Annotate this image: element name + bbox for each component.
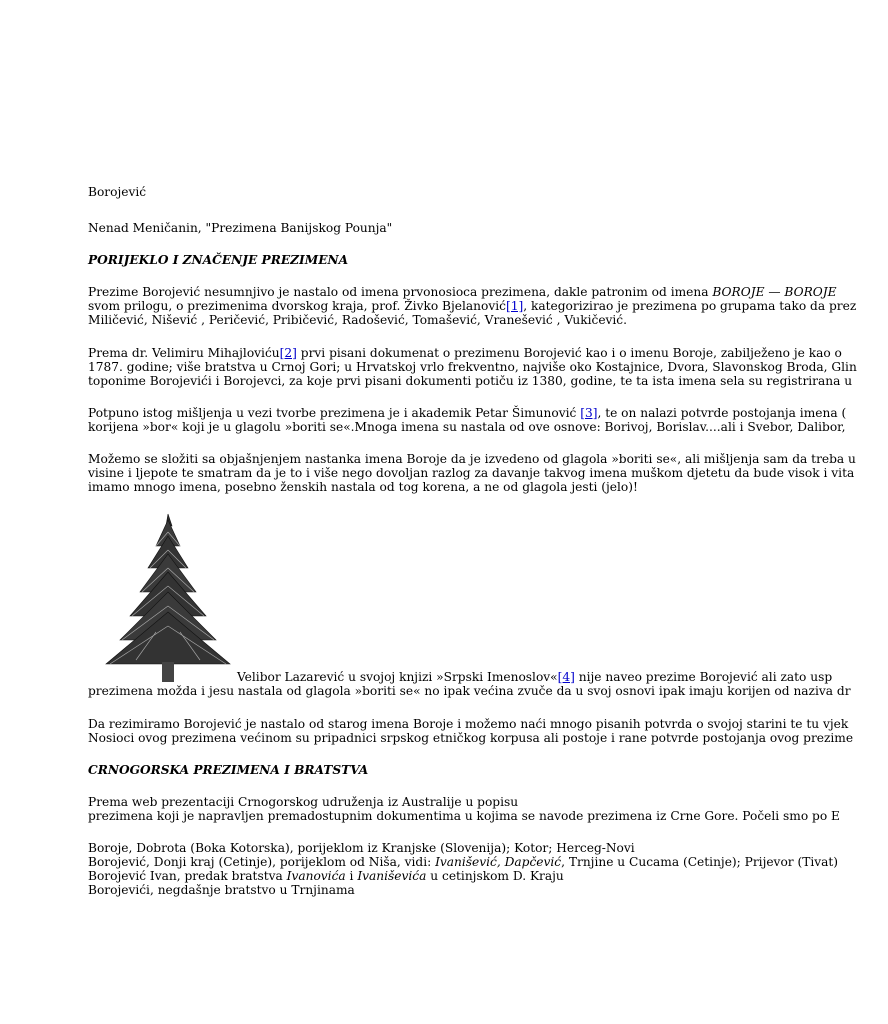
paragraph-line: Prema web prezentaciji Crnogorskog udruženja iz Australije u popisu: [88, 795, 519, 809]
paragraph-line: Da rezimiramo Borojević je nastalo od starog imena Boroje i možemo naći mnogo pisanih potvrda o svojoj starini te tu vjek: [88, 717, 849, 731]
doc-title: Borojević: [88, 185, 147, 199]
paragraph-line: prezimena možda i jesu nastala od glagola »boriti se« no ipak većina zvuče da u svoj osnovi ipak imaju korijen od naziva dr: [88, 684, 851, 698]
section-heading-montenegro: CRNOGORSKA PREZIMENA I BRATSTVA: [88, 763, 369, 777]
text-span: Borojević Ivan, predak bratstva: [88, 869, 287, 883]
section-heading-origin: PORIJEKLO I ZNAČENJE PREZIMENA: [88, 253, 349, 267]
text-span: prvi pisani dokumenat o prezimenu Borojević kao i o imenu Boroje, zabilježeno je kao o: [296, 346, 842, 360]
text-span: , te on nalazi potvrde postojanja imena (: [597, 406, 847, 420]
paragraph-line: 1787. godine; više bratstva u Crnoj Gori; u Hrvatskoj vrlo frekventno, najviše oko Kostajnice, Dvora, Slavonskog Broda, Glin: [88, 360, 857, 374]
footnote-link-4[interactable]: [4]: [557, 670, 575, 684]
text-span: u cetinjskom D. Kraju: [426, 869, 564, 883]
paragraph-line: Nosioci ovog prezimena većinom su pripadnici srpskog etničkog korpusa ali postoje i rane potvrde postojanja ovog prezime: [88, 731, 854, 745]
list-item: Boroje, Dobrota (Boka Kotorska), porijeklom iz Kranjske (Slovenija); Kotor; Herceg-Novi: [88, 841, 635, 855]
paragraph-line: imamo mnogo imena, posebno ženskih nastala od tog korena, a ne od glagola jesti (jelo)!: [88, 480, 638, 494]
text-span: Potpuno istog mišljenja u vezi tvorbe prezimena je i akademik Petar Šimunović: [88, 406, 581, 420]
footnote-link-1[interactable]: [1]: [505, 299, 524, 313]
text-span: , kategorizirao je prezimena po grupama tako da prez: [523, 299, 857, 313]
text-span: Prezime Borojević nesumnjivo je nastalo od imena prvonosioca prezimena, dakle patronim od imena: [88, 285, 713, 299]
paragraph-line: Možemo se složiti sa objašnjenjem nastanka imena Boroje da je izvedeno od glagola »boriti se«, ali mišljenja sam da treba u: [88, 452, 856, 466]
tree-trunk: [162, 662, 174, 682]
paragraph-line: Miličević, Nišević , Peričević, Pribičević, Radošević, Tomašević, Vranešević , Vukičević.: [88, 313, 628, 327]
paragraph-line: toponime Borojevići i Borojevci, za koje prvi pisani dokumenti potiču iz 1380, godine, te ta ista imena sela su registrirana u: [88, 374, 853, 388]
italic-name: Ivaniševića: [357, 869, 427, 883]
italic-name: Ivanišević, Dapčević: [435, 855, 562, 869]
text-span: nije naveo prezime Borojević ali zato usp: [574, 670, 833, 684]
italic-name: Ivanovića: [286, 869, 346, 883]
text-span: , Trnjine u Cucama (Cetinje); Prijevor (Tivat): [561, 855, 839, 869]
footnote-link-3[interactable]: [3]: [580, 406, 598, 420]
italic-name: BOROJE — BOROJE: [712, 285, 837, 299]
text-span: i: [345, 869, 358, 883]
list-item: Borojevići, negdašnje bratstvo u Trnjinama: [88, 883, 355, 897]
paragraph-line: visine i ljepote te smatram da je to i više nego dovoljan razlog za davanje takvog imena muškom djetetu da bude visok i vita: [88, 466, 855, 480]
text-span: svom prilogu, o prezimenima dvorskog kraja, prof. Živko Bjelanović: [88, 299, 506, 313]
text-span: Velibor Lazarević u svojoj knjizi »Srpski Imenoslov«: [237, 670, 558, 684]
paragraph-line: prezimena koji je napravljen premadostupnim dokumentima u kojima se navode prezimena iz Crne Gore. Počeli smo po E: [88, 809, 840, 823]
footnote-link-2[interactable]: [2]: [279, 346, 297, 360]
text-span: Borojević, Donji kraj (Cetinje), porijeklom od Niša, vidi:: [88, 855, 436, 869]
doc-author: Nenad Meničanin, "Prezimena Banijskog Pounja": [88, 221, 393, 235]
paragraph-line: korijena »bor« koji je u glagolu »boriti se«.Mnoga imena su nastala od ove osnove: Borivoj, Borislav....ali i Svebor, Dalibor,: [88, 420, 846, 434]
text-span: Prema dr. Velimiru Mihajloviću: [88, 346, 280, 360]
fir-tree-image: [96, 512, 240, 684]
